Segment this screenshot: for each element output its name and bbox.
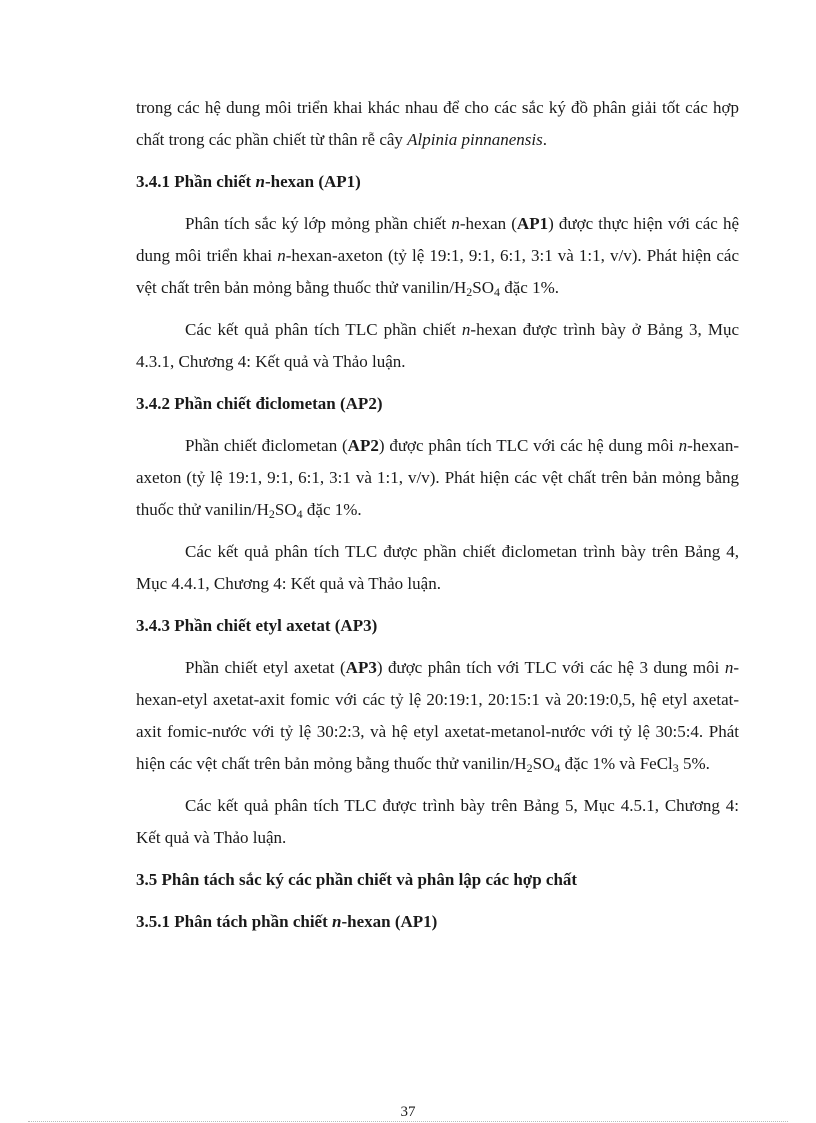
paragraph-3-4-2-method: Phần chiết điclometan (AP2) được phân tích TLC với các hệ dung môi n-hexan-axeton (tỷ lệ 19:1, 9:1, 6:1, 3:1 và 1:1, v/v). Phát hiện các vệt chất trên bản mỏng bằng thuốc thử vanilin/$H_2SO_4$ đặc 1%. [136, 436, 739, 521]
paragraph-3-4-1-results: Các kết quả phân tích TLC phần chiết n-hexan được trình bày ở Bảng 3, Mục 4.3.1, Chương 4: Kết quả và Thảo luận. [136, 320, 739, 371]
page-number: 37 [400, 1104, 416, 1120]
heading-3-5: 3.5 Phân tách sắc ký các phần chiết và phân lập các hợp chất [136, 870, 578, 889]
paragraph-3-4-3-method: Phần chiết etyl axetat (AP3) được phân tích với TLC với các hệ 3 dung môi n-hexan-etyl axetat-axit fomic với các tỷ lệ 20:19:1, 20:15:1 và 20:19:0,5, hệ etyl axetat-axit fomic-nước với tỷ lệ 30:2:3, và hệ etyl axetat-metanol-nước với tỷ lệ 30:5:4. Phát hiện các vệt chất trên bản mỏng bằng thuốc thử vanilin/$H_2SO_4$ đặc 1% và FeCl$_3$ 5%. [136, 658, 739, 775]
heading-3-4-3: 3.4.3 Phần chiết etyl axetat (AP3) [136, 616, 378, 635]
paragraph-3-4-3-results: Các kết quả phân tích TLC được trình bày trên Bảng 5, Mục 4.5.1, Chương 4: Kết quả và Thảo luận. [136, 796, 739, 847]
footer-divider [28, 1121, 788, 1122]
heading-3-4-1: 3.4.1 Phần chiết n-hexan (AP1) [136, 172, 361, 191]
page-body [136, 92, 739, 948]
intro-paragraph: trong các hệ dung môi triển khai khác nhau để cho các sắc ký đồ phân giải tốt các hợp chất trong các phần chiết từ thân rễ cây Alpinia pinnanensis. [136, 98, 739, 149]
paragraph-3-4-1-method: Phân tích sắc ký lớp mỏng phần chiết n-hexan (AP1) được thực hiện với các hệ dung môi triển khai n-hexan-axeton (tỷ lệ 19:1, 9:1, 6:1, 3:1 và 1:1, v/v). Phát hiện các vệt chất trên bản mỏng bằng thuốc thử vanilin/$H_2SO_4$ đặc 1%. [136, 214, 739, 299]
paragraph-3-4-2-results: Các kết quả phân tích TLC được phần chiết điclometan trình bày trên Bảng 4, Mục 4.4.1, Chương 4: Kết quả và Thảo luận. [136, 542, 739, 593]
species-name: Alpinia pinnanensis [407, 130, 543, 149]
heading-3-4-2: 3.4.2 Phần chiết điclometan (AP2) [136, 394, 383, 413]
heading-3-5-1: 3.5.1 Phân tách phần chiết n-hexan (AP1) [136, 912, 438, 931]
